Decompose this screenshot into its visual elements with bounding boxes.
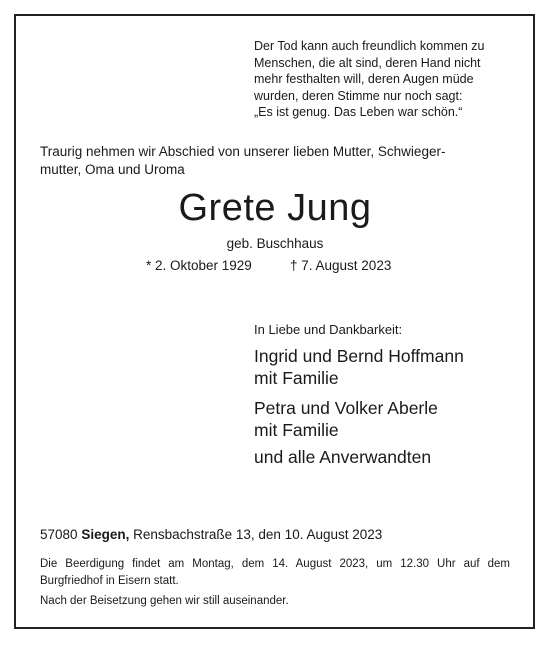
mourner-names: Petra und Volker Aberle	[254, 398, 438, 418]
poem-line: „Es ist genug. Das Leben war schön.“	[254, 105, 463, 120]
intro-line-1: Traurig nehmen wir Abschied von unserer lieben Mutter, Schwieger-	[40, 144, 446, 159]
mourner-names: Ingrid und Bernd Hoffmann	[254, 346, 464, 366]
birth-date: * 2. Oktober 1929	[146, 258, 252, 273]
birth-name: geb. Buschhaus	[226, 236, 324, 251]
mourner-family: mit Familie	[254, 420, 339, 440]
death-date: † 7. August 2023	[290, 258, 392, 273]
deceased-name: Grete Jung	[178, 187, 372, 229]
poem-line: wurden, deren Stimme nur noch sagt:	[254, 88, 463, 103]
mourner-group-hoffmann	[254, 345, 464, 389]
address-line	[40, 527, 382, 542]
poem-verse	[254, 38, 484, 121]
intro-line-2: mutter, Oma und Uroma	[40, 162, 185, 177]
funeral-info: Die Beerdigung findet am Montag, dem 14. August 2023, um 12.30 Uhr auf dem Burgfriedhof in Eisern statt.	[40, 558, 510, 587]
closing-note: Nach der Beisetzung gehen wir still auseinander.	[40, 595, 289, 607]
address-city: Siegen,	[81, 527, 130, 542]
farewell-intro	[40, 143, 445, 179]
address-zip: 57080	[40, 527, 78, 542]
poem-line: mehr festhalten will, deren Augen müde	[254, 72, 474, 87]
mourner-family: mit Familie	[254, 368, 339, 388]
mourner-names: und alle Anverwandten	[254, 447, 432, 467]
poem-line: Der Tod kann auch freundlich kommen zu	[254, 39, 485, 53]
mourner-group-relatives	[254, 446, 431, 468]
address-street-date: Rensbachstraße 13, den 10. August 2023	[133, 527, 383, 542]
gratitude-line: In Liebe und Dankbarkeit:	[254, 322, 403, 337]
mourner-group-aberle	[254, 397, 438, 441]
poem-line: Menschen, die alt sind, deren Hand nicht	[254, 55, 481, 70]
